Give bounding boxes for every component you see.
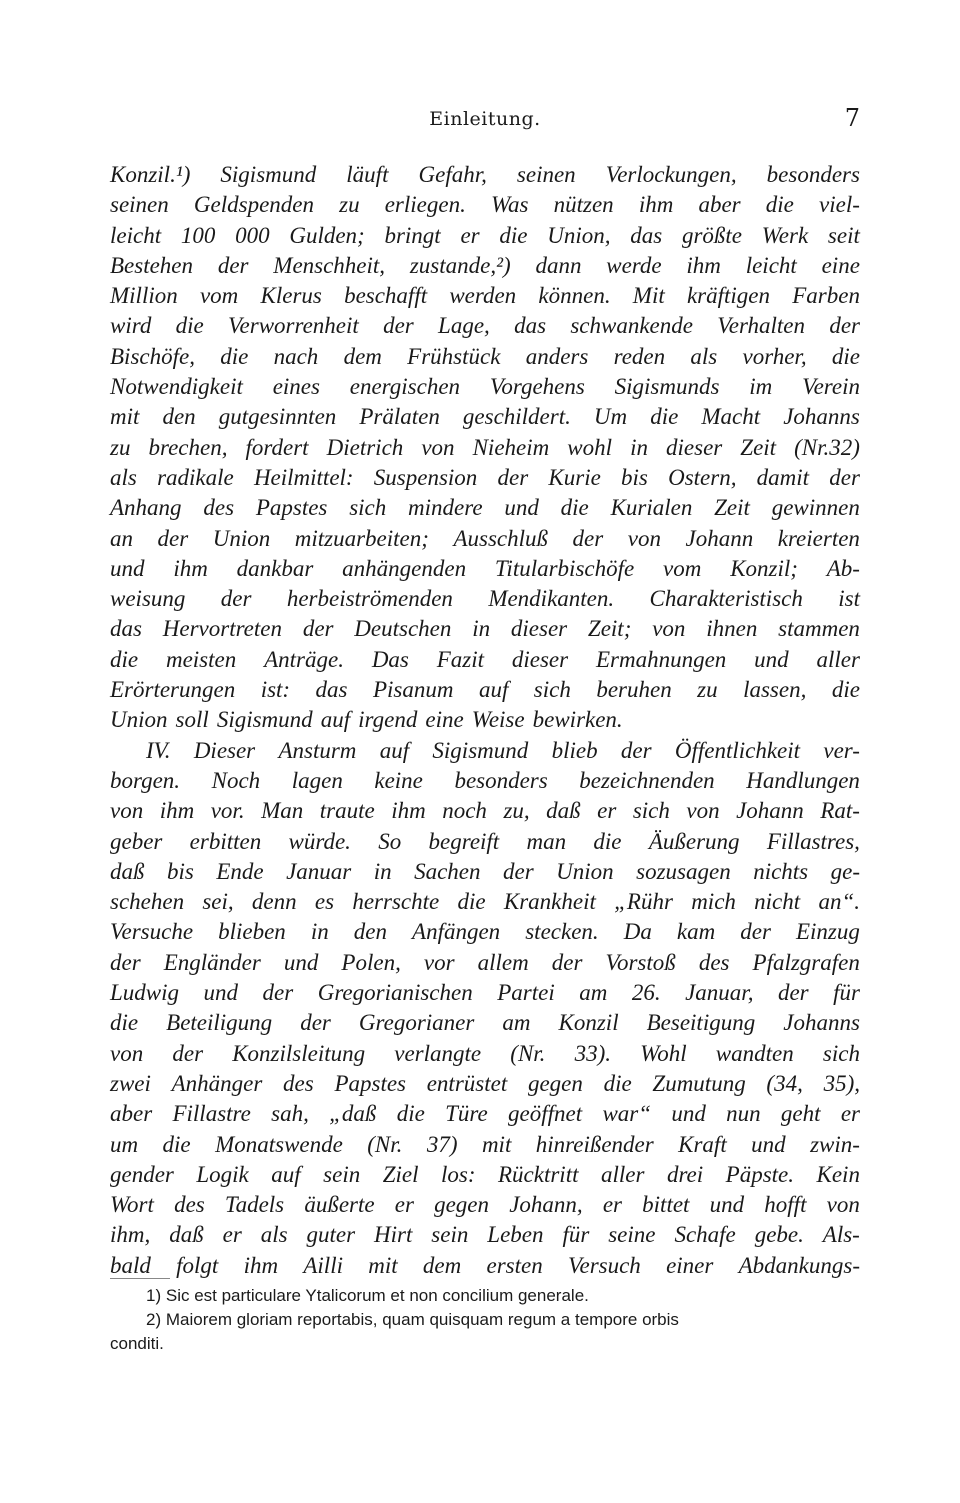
footnote-1	[110, 1284, 860, 1308]
footnote-marker: 1)	[146, 1286, 162, 1305]
footnotes	[110, 1284, 860, 1356]
text-line: Wort des Tadels äußerte er gegen Johann, er bittet und hofft von	[110, 1192, 860, 1218]
text-line: Million vom Klerus beschafft werden können. Mit kräftigen Farben	[110, 283, 860, 309]
text-line: daß bis Ende Januar in Sachen der Union sozusagen nichts ge-	[110, 858, 860, 884]
text-line: zwei Anhänger des Papstes entrüstet gegen die Zumutung (34, 35),	[110, 1070, 860, 1096]
page-header	[110, 104, 860, 138]
text-line: das Hervortreten der Deutschen in dieser Zeit; von ihnen stammen	[110, 616, 860, 642]
body-text	[110, 160, 860, 1281]
text-line: an der Union mitzuarbeiten; Ausschluß der von Johann kreierten	[110, 525, 860, 551]
text-line: Erörterungen ist: das Pisanum auf sich beruhen zu lassen, die	[110, 677, 860, 703]
text-line: von ihm vor. Man traute ihm noch zu, daß er sich von Johann Rat-	[110, 798, 860, 824]
text-line: schehen sei, denn es herrschte die Krankheit „Rühr mich nicht an“.	[110, 889, 860, 915]
text-line: die meisten Anträge. Das Fazit dieser Ermahnungen und aller	[110, 646, 860, 672]
text-line: bald folgt ihm Ailli mit dem ersten Versuch einer Abdankungs-	[110, 1252, 860, 1278]
footnote-2	[110, 1308, 860, 1332]
footnote-text: Maiorem gloriam reportabis, quam quisquam regum a tempore orbis	[165, 1310, 679, 1329]
text-line: Bestehen der Menschheit, zustande,²) dann werde ihm leicht eine	[110, 252, 860, 278]
text-line: zu brechen, fordert Dietrich von Nieheim wohl in dieser Zeit (Nr.32)	[110, 434, 860, 460]
text-line: geber erbitten würde. So begreift man die Äußerung Fillastres,	[110, 828, 860, 854]
text-line: Notwendigkeit eines energischen Vorgehens Sigismunds im Verein	[110, 374, 860, 400]
text-line: Bischöfe, die nach dem Frühstück anders reden als vorher, die	[110, 343, 860, 369]
text-line: gender Logik auf sein Ziel los: Rücktritt aller drei Päpste. Kein	[110, 1161, 860, 1187]
running-title: Einleitung.	[429, 108, 541, 130]
footnote-2-continuation: conditi.	[110, 1334, 164, 1353]
text-line: der Engländer und Polen, vor allem der Vorstoß des Pfalzgrafen	[110, 949, 860, 975]
text-line: und ihm dankbar anhängenden Titularbischöfe vom Konzil; Ab-	[110, 555, 860, 581]
footnote-marker: 2)	[146, 1310, 162, 1329]
text-line: um die Monatswende (Nr. 37) mit hinreißender Kraft und zwin-	[110, 1131, 860, 1157]
text-line: leicht 100 000 Gulden; bringt er die Union, das größte Werk seit	[110, 222, 860, 248]
text-line: aber Fillastre sah, „daß die Türe geöffnet war“ und nun geht er	[110, 1101, 860, 1127]
text-line: borgen. Noch lagen keine besonders bezeichnenden Handlungen	[110, 767, 860, 793]
footnote-rule	[110, 1278, 170, 1279]
text-line: wird die Verworrenheit der Lage, das schwankende Verhalten der	[110, 313, 860, 339]
text-line: Anhang des Papstes sich mindere und die Kurialen Zeit gewinnen	[110, 495, 860, 521]
text-line: als radikale Heilmittel: Suspension der Kurie bis Ostern, damit der	[110, 464, 860, 490]
text-line: Konzil.¹) Sigismund läuft Gefahr, seinen Verlockungen, besonders	[110, 162, 860, 187]
text-line: Versuche blieben in den Anfängen stecken. Da kam der Einzug	[110, 919, 860, 945]
text-line: Union soll Sigismund auf irgend eine Weise bewirken.	[110, 707, 623, 733]
text-line: die Beteiligung der Gregorianer am Konzil Beseitigung Johanns	[110, 1010, 860, 1036]
text-line: mit den gutgesinnten Prälaten geschildert. Um die Macht Johanns	[110, 404, 860, 430]
footnote-text: Sic est particulare Ytalicorum et non concilium generale.	[165, 1286, 589, 1305]
text-line: seinen Geldspenden zu erliegen. Was nützen ihm aber die viel-	[110, 192, 860, 218]
page-number: 7	[844, 104, 860, 132]
text-line: weisung der herbeiströmenden Mendikanten. Charakteristisch ist	[110, 586, 860, 612]
text-line: Ludwig und der Gregorianischen Partei am 26. Januar, der für	[110, 980, 860, 1006]
text-line: ihm, daß er als guter Hirt sein Leben für seine Schafe gebe. Als-	[110, 1222, 860, 1248]
text-line: von der Konzilsleitung verlangte (Nr. 33). Wohl wandten sich	[110, 1040, 860, 1066]
text-line: IV. Dieser Ansturm auf Sigismund blieb der Öffentlichkeit ver-	[146, 737, 860, 763]
